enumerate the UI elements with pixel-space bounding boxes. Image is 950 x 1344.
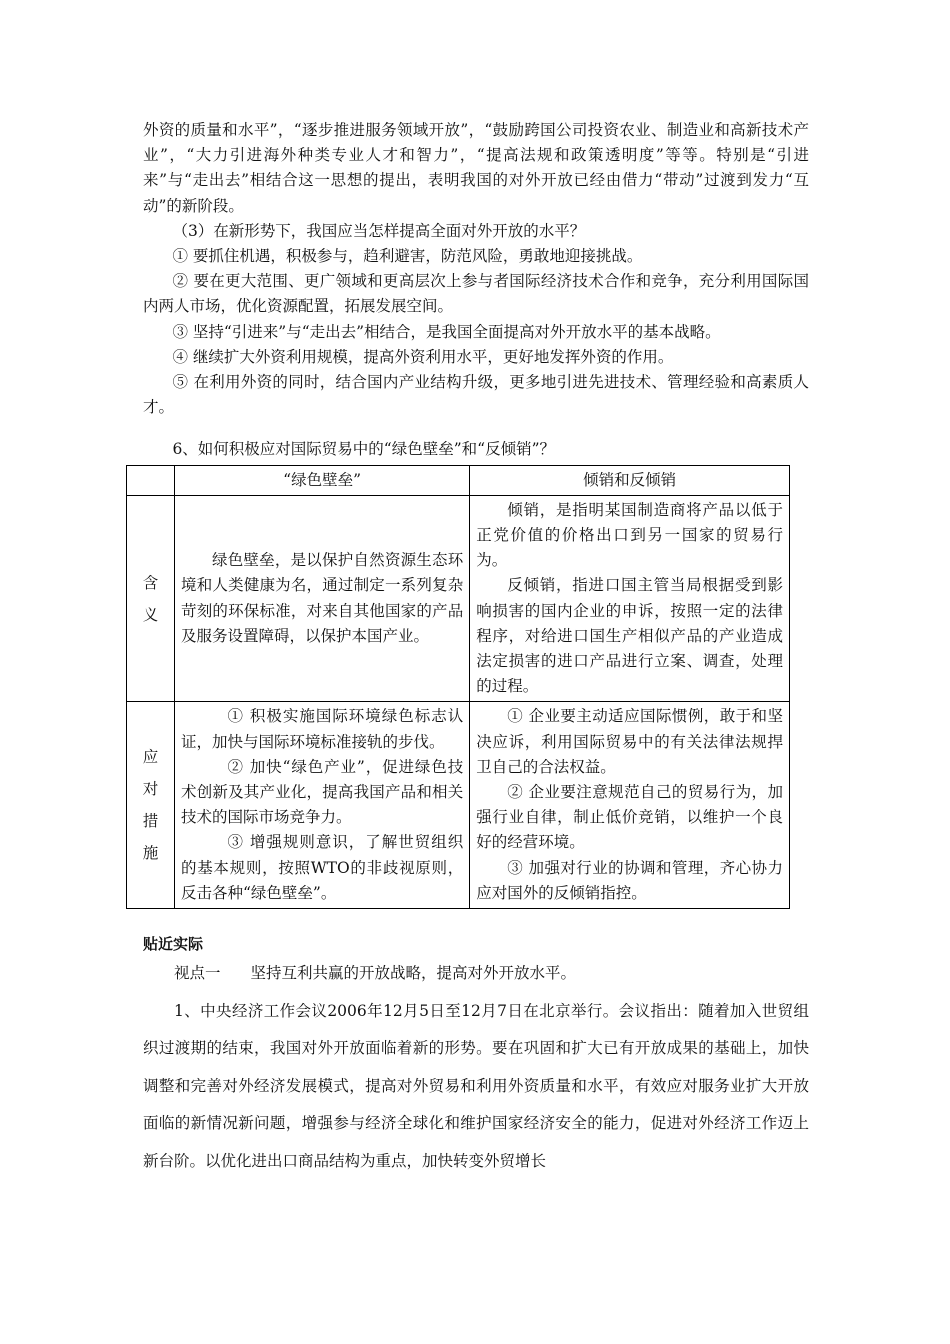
cell-green-measures: ① 积极实施国际环境绿色标志认证，加快与国际环境标准接轨的步伐。 ② 加快“绿色产业”，促进绿色技术创新及其产业化，提高我国产品和相关技术的国际市场竞争力。 ③ 增强规则意识，了解世贸组织的基本规则，按照WTO的非歧视原则，反击各种“绿色壁垒”。 <box>175 702 470 909</box>
row-label-measures: 应 对 措 施 <box>127 702 175 909</box>
list-item: ③ 坚持“引进来”与“走出去”相结合，是我国全面提高对外开放水平的基本战略。 <box>172 322 721 341</box>
list-item: ⑤ 在利用外资的同时，结合国内产业结构升级，更多地引进先进技术、管理经验和高素质人才。 <box>143 373 809 417</box>
viewpoint-label: 视点一 <box>174 964 221 983</box>
table-header-row <box>127 465 790 495</box>
header-green-barrier: “绿色壁垒” <box>175 465 470 495</box>
table-row-measures <box>127 702 790 909</box>
section-title: 贴近实际 <box>143 935 204 954</box>
header-blank <box>127 465 175 495</box>
document-page <box>143 118 809 1180</box>
row-label-meaning: 含 义 <box>127 495 175 702</box>
header-dumping: 倾销和反倾销 <box>470 465 790 495</box>
cell-dumping-measures: ① 企业要主动适应国际惯例，敢于和坚决应诉，利用国际贸易中的有关法律法规捍卫自己的合法权益。 ② 企业要注意规范自己的贸易行为，加强行业自律，制止低价竞销，以维护一个良好的经营环境。 ③ 加强对行业的协调和管理，齐心协力应对国外的反倾销指控。 <box>470 702 790 909</box>
viewpoint-line <box>143 961 809 986</box>
cell-dumping-meaning: 倾销，是指明某国制造商将产品以低于正党价值的价格出口到另一国家的贸易行为。 反倾销，指进口国主管当局根据受到影响损害的国内企业的申诉，按照一定的法律程序，对给进口国生产相似产品的产业造成法定损害的进口产品进行立案、调查，处理的过程。 <box>470 495 790 702</box>
question-3: （3）在新形势下，我国应当怎样提高全面对外开放的水平？ <box>172 221 586 240</box>
list-item: ② 要在更大范围、更广领域和更高层次上参与者国际经济技术合作和竞争，充分利用国际国内两人市场，优化资源配置，拓展发展空间。 <box>143 272 809 316</box>
intro-paragraph: 外资的质量和水平”，“逐步推进服务领域开放”，“鼓励跨国公司投资农业、制造业和高新技术产业”，“大力引进海外种类专业人才和智力”，“提高法规和政策透明度”等等。特别是“引进来”与“走出去”相结合这一思想的提出，表明我国的对外开放已经由借力“带动”过渡到发力“互动”的新阶段。 <box>143 121 809 215</box>
question-6: 6、如何积极应对国际贸易中的“绿色壁垒”和“反倾销”？ <box>172 440 555 459</box>
comparison-table <box>126 465 790 909</box>
list-item: ④ 继续扩大外资利用规模，提高外资利用水平，更好地发挥外资的作用。 <box>172 347 674 366</box>
practice-paragraph: 1、中央经济工作会议2006年12月5日至12月7日在北京举行。会议指出：随着加入世贸组织过渡期的结束，我国对外开放面临着新的形势。要在巩固和扩大已有开放成果的基础上，加快调整和完善对外经济发展模式，提高对外贸易和利用外资质量和水平，有效应对服务业扩大开放面临的新情况新问题，增强参与经济全球化和维护国家经济安全的能力，促进对外经济工作迈上新台阶。以优化进出口商品结构为重点，加快转变外贸增长 <box>143 1001 809 1170</box>
viewpoint-text: 坚持互利共赢的开放战略，提高对外开放水平。 <box>250 964 577 983</box>
cell-green-meaning: 绿色壁垒，是以保护自然资源生态环境和人类健康为名，通过制定一系列复杂苛刻的环保标准，对来自其他国家的产品及服务设置障碍，以保护本国产业。 <box>175 495 470 702</box>
table-row-meaning <box>127 495 790 702</box>
list-item: ① 要抓住机遇，积极参与，趋利避害，防范风险，勇敢地迎接挑战。 <box>172 247 643 266</box>
